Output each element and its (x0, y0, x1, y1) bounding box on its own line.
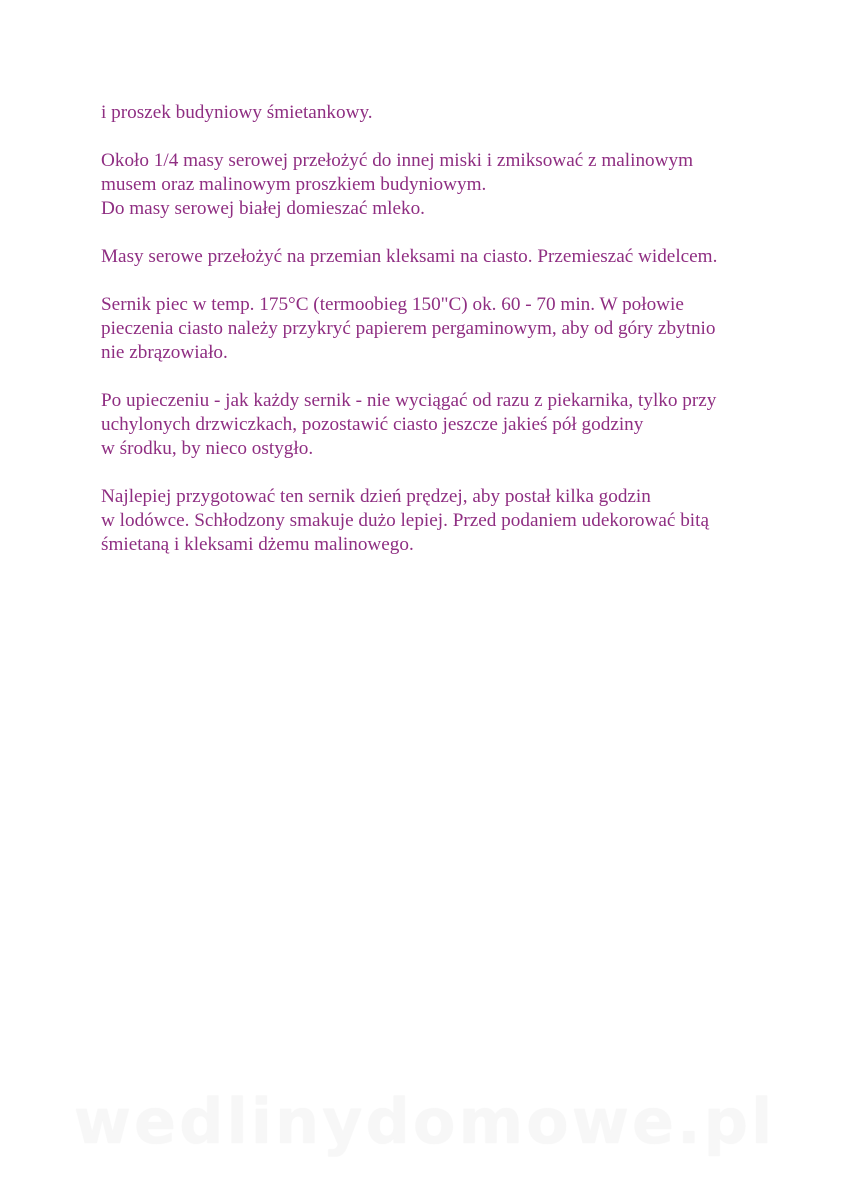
paragraph-5 (101, 389, 801, 461)
paragraph-6 (101, 485, 801, 557)
text-line: Najlepiej przygotować ten sernik dzień prędzej, aby postał kilka godzin (101, 486, 651, 507)
text-line: musem oraz malinowym proszkiem budyniowym. (101, 174, 487, 195)
text-line: pieczenia ciasto należy przykryć papierem pergaminowym, aby od góry zbytnio (101, 318, 716, 339)
text-line: Do masy serowej białej domieszać mleko. (101, 198, 425, 219)
paragraph-2 (101, 149, 801, 221)
text-line: w lodówce. Schłodzony smakuje dużo lepiej. Przed podaniem udekorować bitą (101, 510, 709, 531)
text-line: Masy serowe przełożyć na przemian kleksami na ciasto. Przemieszać widelcem. (101, 246, 718, 267)
paragraph-1 (101, 101, 801, 125)
text-line: uchylonych drzwiczkach, pozostawić ciasto jeszcze jakieś pół godziny (101, 414, 644, 435)
text-line: śmietaną i kleksami dżemu malinowego. (101, 534, 414, 555)
text-line: Po upieczeniu - jak każdy sernik - nie wyciągać od razu z piekarnika, tylko przy (101, 390, 717, 411)
paragraph-3 (101, 245, 801, 269)
site-watermark: wedlinydomowe.pl (73, 1085, 776, 1158)
text-line: Około 1/4 masy serowej przełożyć do innej miski i zmiksować z malinowym (101, 150, 694, 171)
text-line: w środku, by nieco ostygło. (101, 438, 314, 459)
text-line: nie zbrązowiało. (101, 342, 228, 363)
text-line: i proszek budyniowy śmietankowy. (101, 102, 373, 123)
recipe-text (101, 101, 801, 581)
paragraph-4 (101, 293, 801, 365)
text-line: Sernik piec w temp. 175°C (termoobieg 150"C) ok. 60 - 70 min. W połowie (101, 294, 684, 315)
